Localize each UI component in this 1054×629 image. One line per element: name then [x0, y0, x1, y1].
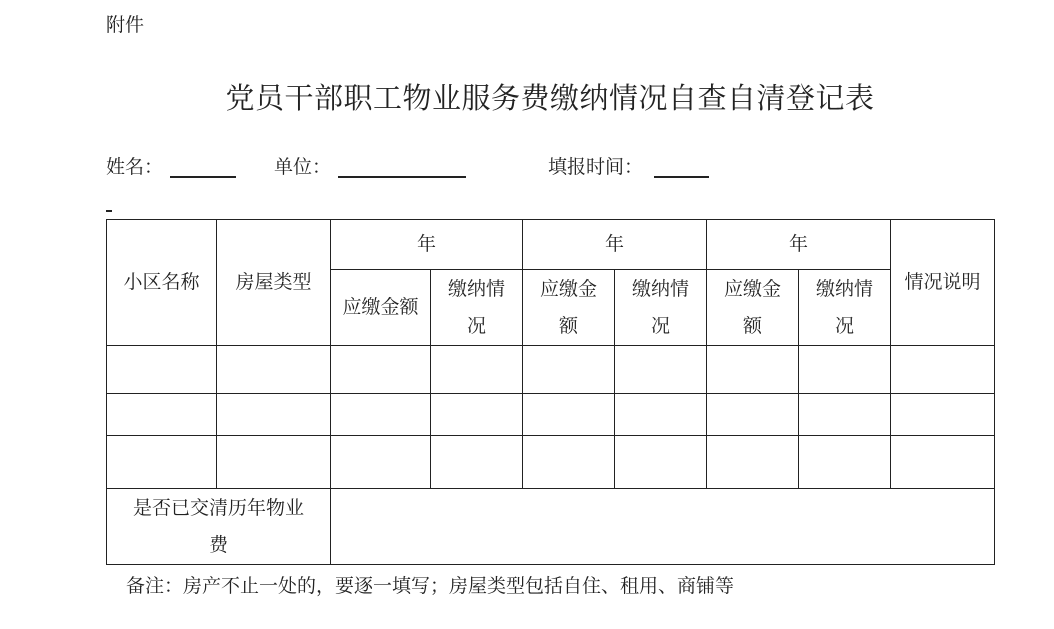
table-cell[interactable] [523, 436, 615, 489]
header-year-2: 年 [523, 220, 707, 270]
table-cell[interactable] [891, 394, 995, 436]
cleared-label-line1: 是否已交清历年物业 [132, 496, 304, 519]
table-cell[interactable] [799, 346, 891, 394]
header-payment-status-line2: 况 [467, 314, 487, 337]
form-title: 党员干部职工物业服务费缴纳情况自查自清登记表 [225, 81, 875, 115]
table-row [107, 346, 995, 394]
table-row [107, 436, 995, 489]
footnote: 备注：房产不止一处的，要逐一填写；房屋类型包括自住、租用、商铺等 [126, 575, 735, 597]
table-cell[interactable] [707, 436, 799, 489]
table-cell[interactable] [799, 394, 891, 436]
table-cell[interactable] [217, 394, 331, 436]
table-cell[interactable] [331, 346, 431, 394]
unit-label: 单位： [274, 156, 332, 178]
table-cell[interactable] [523, 346, 615, 394]
header-year-3: 年 [707, 220, 891, 270]
header-amount-due-line1: 应缴金 [540, 277, 598, 300]
header-payment-status-line1: 缴纳情 [632, 277, 690, 300]
table-cell[interactable] [615, 346, 707, 394]
stray-mark [106, 210, 112, 212]
header-house-type: 房屋类型 [217, 220, 331, 346]
registration-table [106, 219, 995, 565]
table-cell[interactable] [107, 346, 217, 394]
table-cell[interactable] [107, 394, 217, 436]
cleared-row-value[interactable] [331, 489, 995, 565]
table-row [107, 394, 995, 436]
table-cell[interactable] [431, 394, 523, 436]
header-amount-due-line1: 应缴金 [724, 277, 782, 300]
header-payment-status-1 [431, 270, 523, 346]
header-payment-status-line2: 况 [835, 314, 855, 337]
header-year-1: 年 [331, 220, 523, 270]
header-amount-due-line2: 额 [743, 314, 763, 337]
header-amount-due-1: 应缴金额 [331, 270, 431, 346]
header-payment-status-line1: 缴纳情 [816, 277, 874, 300]
header-payment-status-2 [615, 270, 707, 346]
header-community: 小区名称 [107, 220, 217, 346]
header-amount-due-2 [523, 270, 615, 346]
table-cell[interactable] [217, 436, 331, 489]
table-cell[interactable] [431, 346, 523, 394]
table-cell[interactable] [431, 436, 523, 489]
table-cell[interactable] [891, 436, 995, 489]
cleared-row [107, 489, 995, 565]
date-label: 填报时间： [548, 156, 644, 178]
table-cell[interactable] [891, 346, 995, 394]
date-field[interactable] [654, 154, 709, 178]
cleared-label-line2: 费 [208, 533, 228, 556]
table-cell[interactable] [331, 436, 431, 489]
header-amount-due-3 [707, 270, 799, 346]
table-cell[interactable] [615, 436, 707, 489]
table-cell[interactable] [107, 436, 217, 489]
table-cell[interactable] [331, 394, 431, 436]
table-cell[interactable] [615, 394, 707, 436]
cleared-row-label [107, 489, 331, 565]
unit-field[interactable] [338, 154, 466, 178]
header-payment-status-3 [799, 270, 891, 346]
name-field[interactable] [170, 154, 236, 178]
table-cell[interactable] [707, 346, 799, 394]
attachment-label: 附件 [106, 14, 145, 36]
header-amount-due-line2: 额 [559, 314, 579, 337]
name-label: 姓名： [106, 156, 164, 178]
header-payment-status-line2: 况 [651, 314, 671, 337]
header-payment-status-line1: 缴纳情 [448, 277, 506, 300]
header-remarks: 情况说明 [891, 220, 995, 346]
table-cell[interactable] [217, 346, 331, 394]
table-cell[interactable] [799, 436, 891, 489]
table-cell[interactable] [523, 394, 615, 436]
table-cell[interactable] [707, 394, 799, 436]
